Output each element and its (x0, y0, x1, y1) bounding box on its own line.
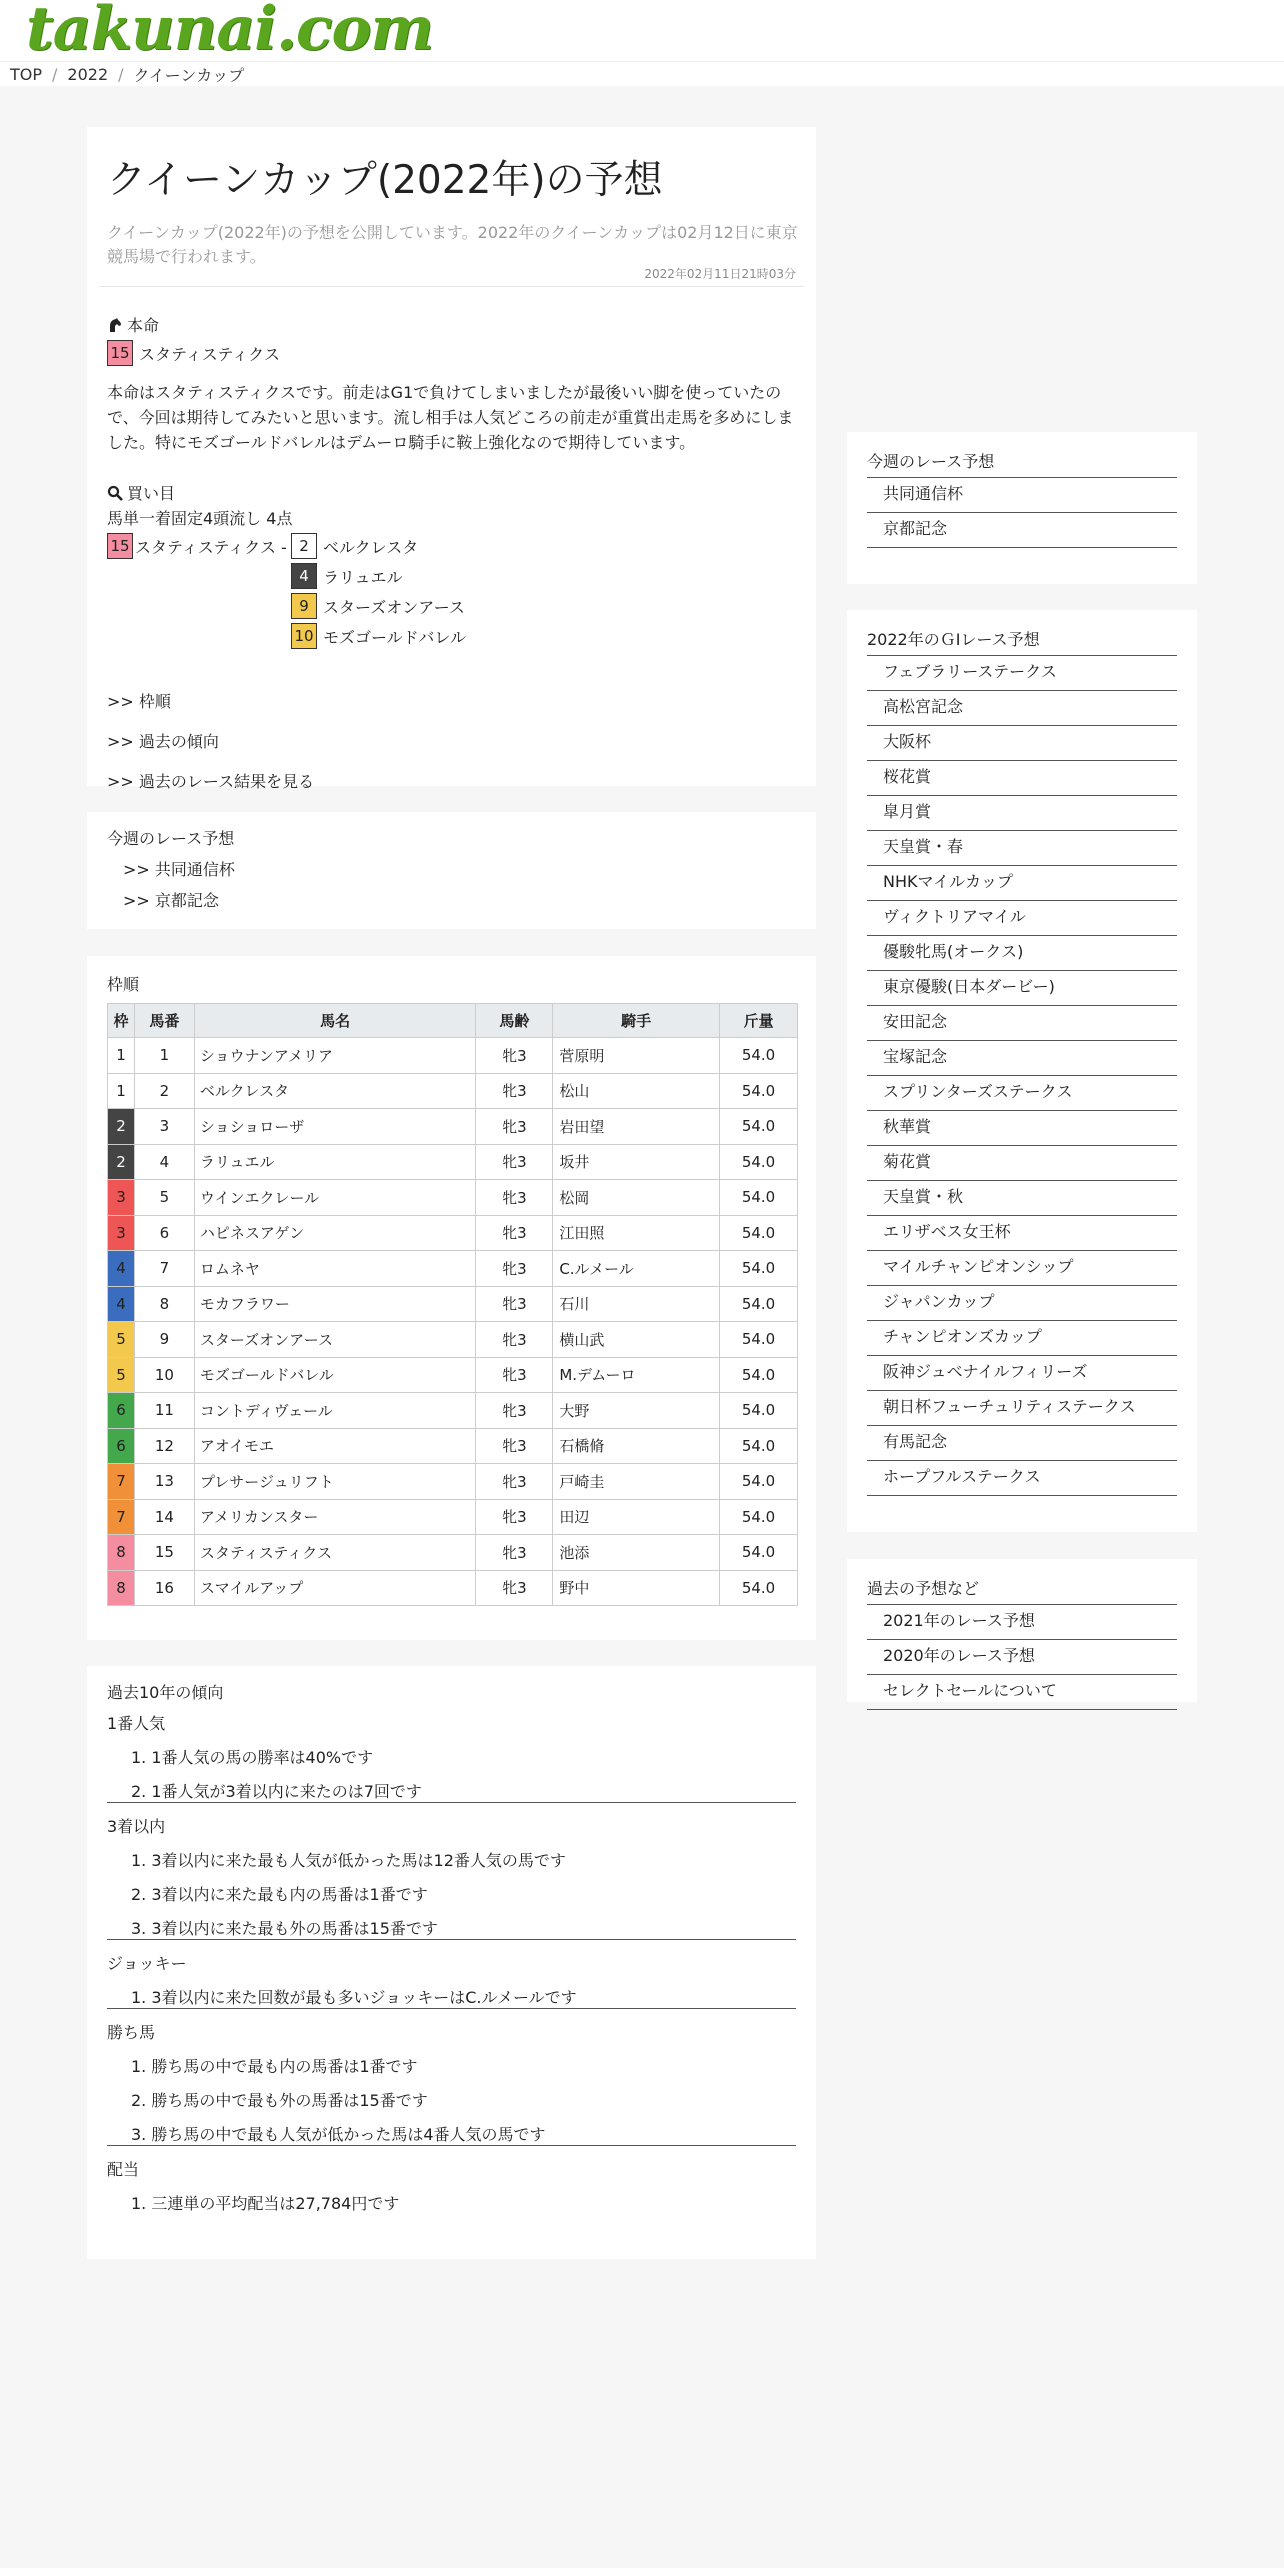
table-row (108, 1038, 798, 1074)
col-horse-name: 馬名 (194, 1004, 476, 1038)
cell-horse-name: スマイルアップ (194, 1570, 476, 1606)
list-item: 1. 3着以内に来た回数が最も多いジョッキーはC.ルメールです (131, 1988, 577, 2007)
cell-number: 16 (134, 1570, 194, 1606)
col-jockey: 騎手 (553, 1004, 720, 1038)
bet-partner-name: スターズオンアース (323, 597, 465, 617)
list-item: 2. 1番人気が3着以内に来たのは7回です (131, 1782, 422, 1801)
cell-number: 2 (134, 1073, 194, 1109)
sidebar-this-week (847, 432, 1197, 584)
table-row (108, 1393, 798, 1429)
article-links (107, 689, 796, 809)
sidebar-heading: 2022年のＧⅠレース予想 (867, 628, 1177, 656)
cell-horse-name: ベルクレスタ (194, 1073, 476, 1109)
cell-waku: 3 (108, 1180, 135, 1216)
sidebar-link[interactable]: 有馬記念 (867, 1426, 1177, 1461)
breadcrumb-separator: / (52, 64, 58, 84)
breadcrumb-separator: / (118, 64, 124, 84)
cell-horse-name: モズゴールドバレル (194, 1357, 476, 1393)
sidebar-link[interactable]: 安田記念 (867, 1006, 1177, 1041)
cell-weight: 54.0 (720, 1286, 798, 1322)
trends-section (87, 1666, 816, 2259)
cell-weight: 54.0 (720, 1073, 798, 1109)
sidebar-link[interactable]: NHKマイルカップ (867, 866, 1177, 901)
search-icon (107, 485, 123, 501)
cell-age: 牝3 (476, 1535, 553, 1571)
cell-age: 牝3 (476, 1180, 553, 1216)
entries-section (87, 956, 816, 1640)
table-row (108, 1215, 798, 1251)
cell-horse-name: ウインエクレール (194, 1180, 476, 1216)
list-item: 2. 3着以内に来た最も内の馬番は1番です (131, 1885, 428, 1904)
link-past-results[interactable]: >> 過去のレース結果を見る (107, 772, 315, 791)
breadcrumb-year[interactable]: 2022 (67, 64, 109, 84)
col-age: 馬齢 (476, 1004, 553, 1038)
cell-number: 6 (134, 1215, 194, 1251)
sidebar-link[interactable]: セレクトセールについて (867, 1675, 1177, 1710)
page-title: クイーンカップ(2022年)の予想 (107, 158, 663, 203)
sidebar-link[interactable]: スプリンターズステークス (867, 1076, 1177, 1111)
cell-horse-name: ラリュエル (194, 1144, 476, 1180)
cell-weight: 54.0 (720, 1251, 798, 1287)
bet-type: 馬単一着固定4頭流し 4点 (107, 509, 293, 528)
cell-weight: 54.0 (720, 1322, 798, 1358)
col-waku: 枠 (108, 1004, 135, 1038)
divider (107, 1802, 796, 1803)
bet-partner (291, 593, 465, 619)
trend-group-heading: 3着以内 (107, 1817, 166, 1836)
horse-number-badge: 15 (107, 533, 133, 559)
sidebar-link[interactable]: 皐月賞 (867, 796, 1177, 831)
cell-jockey: 横山武 (553, 1322, 720, 1358)
cell-age: 牝3 (476, 1251, 553, 1287)
bet-partner-name: モズゴールドバレル (323, 627, 466, 647)
cell-waku: 2 (108, 1144, 135, 1180)
cell-age: 牝3 (476, 1215, 553, 1251)
cell-weight: 54.0 (720, 1215, 798, 1251)
sidebar-link[interactable]: チャンピオンズカップ (867, 1321, 1177, 1356)
table-row (108, 1286, 798, 1322)
trend-list (107, 1988, 796, 2022)
cell-jockey: 松岡 (553, 1180, 720, 1216)
cell-age: 牝3 (476, 1464, 553, 1500)
sidebar-link[interactable]: 朝日杯フューチュリティステークス (867, 1391, 1177, 1426)
sidebar-link[interactable]: ジャパンカップ (867, 1286, 1177, 1321)
list-item: 3. 勝ち馬の中で最も人気が低かった馬は4番人気の馬です (131, 2125, 546, 2144)
sidebar-link[interactable]: 天皇賞・春 (867, 831, 1177, 866)
bet-axis-horse (107, 533, 287, 559)
cell-weight: 54.0 (720, 1393, 798, 1429)
cell-waku: 1 (108, 1038, 135, 1074)
table-row (108, 1251, 798, 1287)
divider (107, 1939, 796, 1940)
cell-weight: 54.0 (720, 1428, 798, 1464)
cell-jockey: 石橋脩 (553, 1428, 720, 1464)
cell-weight: 54.0 (720, 1357, 798, 1393)
cell-weight: 54.0 (720, 1038, 798, 1074)
site-header (0, 0, 1284, 62)
sidebar-link[interactable]: 天皇賞・秋 (867, 1181, 1177, 1216)
sidebar-link[interactable]: 東京優駿(日本ダービー) (867, 971, 1177, 1006)
divider (107, 2008, 796, 2009)
cell-number: 5 (134, 1180, 194, 1216)
cell-jockey: 田辺 (553, 1499, 720, 1535)
trend-group (107, 1817, 796, 1940)
table-row (108, 1322, 798, 1358)
cell-weight: 54.0 (720, 1570, 798, 1606)
kaime-heading (107, 481, 796, 504)
bet-partner (291, 623, 466, 649)
cell-jockey: M.デムーロ (553, 1357, 720, 1393)
trend-list (107, 2194, 796, 2228)
table-row (108, 1499, 798, 1535)
cell-number: 8 (134, 1286, 194, 1322)
cell-waku: 3 (108, 1215, 135, 1251)
trend-group-heading: 1番人気 (107, 1714, 166, 1733)
cell-waku: 7 (108, 1499, 135, 1535)
list-item: 1. 3着以内に来た最も人気が低かった馬は12番人気の馬です (131, 1851, 566, 1870)
cell-waku: 7 (108, 1464, 135, 1500)
sidebar-link[interactable]: マイルチャンピオンシップ (867, 1251, 1177, 1286)
bet-axis-name: スタティスティクス - (135, 537, 287, 557)
cell-horse-name: アメリカンスター (194, 1499, 476, 1535)
bet-partner (291, 533, 418, 559)
cell-weight: 54.0 (720, 1180, 798, 1216)
table-row (108, 1180, 798, 1216)
list-item: 2. 勝ち馬の中で最も外の馬番は15番です (131, 2091, 428, 2110)
cell-age: 牝3 (476, 1499, 553, 1535)
col-number: 馬番 (134, 1004, 194, 1038)
sidebar-link[interactable]: 秋華賞 (867, 1111, 1177, 1146)
divider (107, 2145, 796, 2146)
trend-group (107, 1954, 796, 2009)
trend-group (107, 2023, 796, 2146)
sidebar-link[interactable]: 宝塚記念 (867, 1041, 1177, 1076)
sidebar-link[interactable]: 優駿牝馬(オークス) (867, 936, 1177, 971)
cell-number: 12 (134, 1428, 194, 1464)
cell-waku: 6 (108, 1393, 135, 1429)
cell-waku: 4 (108, 1251, 135, 1287)
cell-number: 7 (134, 1251, 194, 1287)
trend-group-heading: 配当 (107, 2160, 140, 2179)
trend-group-heading: 勝ち馬 (107, 2023, 156, 2042)
cell-age: 牝3 (476, 1428, 553, 1464)
cell-waku: 5 (108, 1357, 135, 1393)
cell-number: 11 (134, 1393, 194, 1429)
horse-number-badge: 4 (291, 563, 317, 589)
sidebar-link[interactable]: 京都記念 (867, 513, 1177, 548)
sidebar-link[interactable]: 菊花賞 (867, 1146, 1177, 1181)
cell-age: 牝3 (476, 1038, 553, 1074)
table-row (108, 1073, 798, 1109)
cell-weight: 54.0 (720, 1144, 798, 1180)
cell-number: 15 (134, 1535, 194, 1571)
cell-weight: 54.0 (720, 1464, 798, 1500)
cell-jockey: 菅原明 (553, 1038, 720, 1074)
cell-waku: 6 (108, 1428, 135, 1464)
trends-heading: 過去10年の傾向 (107, 1683, 224, 1702)
cell-horse-name: スターズオンアース (194, 1322, 476, 1358)
list-item: 1. 三連単の平均配当は27,784円です (131, 2194, 400, 2213)
cell-horse-name: ハピネスアゲン (194, 1215, 476, 1251)
cell-horse-name: プレサージュリフト (194, 1464, 476, 1500)
link-trends[interactable]: >> 過去の傾向 (107, 732, 219, 751)
cell-weight: 54.0 (720, 1499, 798, 1535)
bet-partner-name: ベルクレスタ (323, 537, 419, 557)
table-row (108, 1109, 798, 1145)
list-item: 3. 3着以内に来た最も外の馬番は15番です (131, 1919, 438, 1938)
honmei-horse-name: スタティスティクス (139, 344, 280, 364)
cell-jockey: C.ルメール (553, 1251, 720, 1287)
table-row (108, 1570, 798, 1606)
col-weight: 斤量 (720, 1004, 798, 1038)
list-item: 1. 勝ち馬の中で最も内の馬番は1番です (131, 2057, 418, 2076)
link-kyodo-tsushin-hai[interactable]: >> 共同通信杯 (123, 860, 235, 879)
cell-jockey: 松山 (553, 1073, 720, 1109)
cell-age: 牝3 (476, 1322, 553, 1358)
cell-horse-name: コントディヴェール (194, 1393, 476, 1429)
bet-partner (291, 563, 403, 589)
cell-horse-name: アオイモエ (194, 1428, 476, 1464)
cell-age: 牝3 (476, 1570, 553, 1606)
this-week-heading: 今週のレース予想 (107, 829, 235, 848)
article-lead: クイーンカップ(2022年)の予想を公開しています。2022年のクイーンカップは02月12日に東京競馬場で行われます。 (107, 223, 798, 266)
entries-table (107, 1003, 798, 1606)
site-logo[interactable]: takunai.com (26, 0, 434, 64)
sidebar-link[interactable]: 2021年のレース予想 (867, 1605, 1177, 1640)
cell-number: 10 (134, 1357, 194, 1393)
bet-combination (107, 533, 796, 653)
cell-horse-name: ショウナンアメリア (194, 1038, 476, 1074)
sidebar-heading: 今週のレース予想 (867, 450, 1177, 478)
table-row (108, 1428, 798, 1464)
kaime-label: 買い目 (127, 484, 176, 503)
sidebar-link[interactable]: 高松宮記念 (867, 691, 1177, 726)
sidebar-link[interactable]: フェブラリーステークス (867, 656, 1177, 691)
cell-number: 3 (134, 1109, 194, 1145)
cell-age: 牝3 (476, 1286, 553, 1322)
honmei-label: 本命 (127, 316, 160, 335)
cell-age: 牝3 (476, 1357, 553, 1393)
cell-waku: 1 (108, 1073, 135, 1109)
cell-waku: 2 (108, 1109, 135, 1145)
cell-age: 牝3 (476, 1393, 553, 1429)
cell-horse-name: ショショローザ (194, 1109, 476, 1145)
cell-waku: 8 (108, 1535, 135, 1571)
cell-horse-name: スタティスティクス (194, 1535, 476, 1571)
prediction-article (87, 127, 816, 791)
cell-weight: 54.0 (720, 1109, 798, 1145)
trend-list (107, 2057, 796, 2159)
horse-number-badge: 9 (291, 593, 317, 619)
cell-jockey: 岩田望 (553, 1109, 720, 1145)
cell-number: 13 (134, 1464, 194, 1500)
trend-group (107, 2160, 796, 2228)
trend-group (107, 1714, 796, 1803)
trend-group-heading: ジョッキー (107, 1954, 187, 1973)
cell-number: 9 (134, 1322, 194, 1358)
cell-jockey: 戸崎圭 (553, 1464, 720, 1500)
this-week-races (87, 812, 816, 929)
sidebar-g1-races (847, 610, 1197, 1532)
cell-age: 牝3 (476, 1109, 553, 1145)
link-entries[interactable]: >> 枠順 (107, 692, 171, 711)
cell-age: 牝3 (476, 1073, 553, 1109)
trend-list (107, 1748, 796, 1816)
cell-waku: 8 (108, 1570, 135, 1606)
sidebar-link[interactable]: ホープフルステークス (867, 1461, 1177, 1496)
horse-number-badge: 10 (291, 623, 317, 649)
cell-age: 牝3 (476, 1144, 553, 1180)
prediction-comment: 本命はスタティスティクスです。前走はG1で負けてしまいましたが最後いい脚を使っていたので、今回は期待してみたいと思います。流し相手は人気どころの前走が重賞出走馬を多めにしました。特にモズゴールドバレルはデムーロ騎手に鞍上強化なので期待しています。 (107, 383, 794, 452)
sidebar-link[interactable]: 2020年のレース予想 (867, 1640, 1177, 1675)
breadcrumb-top[interactable]: TOP (10, 64, 43, 84)
cell-jockey: 大野 (553, 1393, 720, 1429)
table-row (108, 1144, 798, 1180)
table-row (108, 1464, 798, 1500)
cell-horse-name: ロムネヤ (194, 1251, 476, 1287)
sidebar-link[interactable]: 大阪杯 (867, 726, 1177, 761)
sidebar-link[interactable]: 阪神ジュベナイルフィリーズ (867, 1356, 1177, 1391)
horse-icon (107, 317, 123, 333)
divider (99, 286, 804, 287)
cell-waku: 4 (108, 1286, 135, 1322)
cell-number: 1 (134, 1038, 194, 1074)
table-row (108, 1535, 798, 1571)
sidebar-link[interactable]: エリザベス女王杯 (867, 1216, 1177, 1251)
cell-jockey: 野中 (553, 1570, 720, 1606)
link-kyoto-kinen[interactable]: >> 京都記念 (123, 891, 219, 910)
horse-number-badge: 15 (107, 340, 133, 366)
cell-weight: 54.0 (720, 1535, 798, 1571)
cell-jockey: 坂井 (553, 1144, 720, 1180)
trend-list (107, 1851, 796, 1953)
sidebar-past (847, 1559, 1197, 1702)
honmei-heading (107, 313, 796, 336)
sidebar-link[interactable]: ヴィクトリアマイル (867, 901, 1177, 936)
cell-jockey: 石川 (553, 1286, 720, 1322)
publish-date: 2022年02月11日21時03分 (644, 267, 796, 281)
horse-number-badge: 2 (291, 533, 317, 559)
breadcrumb (0, 62, 1284, 86)
sidebar-heading: 過去の予想など (867, 1577, 1177, 1605)
bet-partner-name: ラリュエル (323, 567, 403, 587)
cell-number: 4 (134, 1144, 194, 1180)
honmei-horse (107, 340, 796, 366)
sidebar-link[interactable]: 共同通信杯 (867, 478, 1177, 513)
list-item: 1. 1番人気の馬の勝率は40%です (131, 1748, 374, 1767)
cell-waku: 5 (108, 1322, 135, 1358)
cell-jockey: 池添 (553, 1535, 720, 1571)
entries-heading: 枠順 (107, 975, 140, 994)
cell-horse-name: モカフラワー (194, 1286, 476, 1322)
sidebar-link[interactable]: 桜花賞 (867, 761, 1177, 796)
cell-jockey: 江田照 (553, 1215, 720, 1251)
breadcrumb-current: クイーンカップ (133, 65, 245, 85)
cell-number: 14 (134, 1499, 194, 1535)
table-header-row (108, 1004, 798, 1038)
table-row (108, 1357, 798, 1393)
